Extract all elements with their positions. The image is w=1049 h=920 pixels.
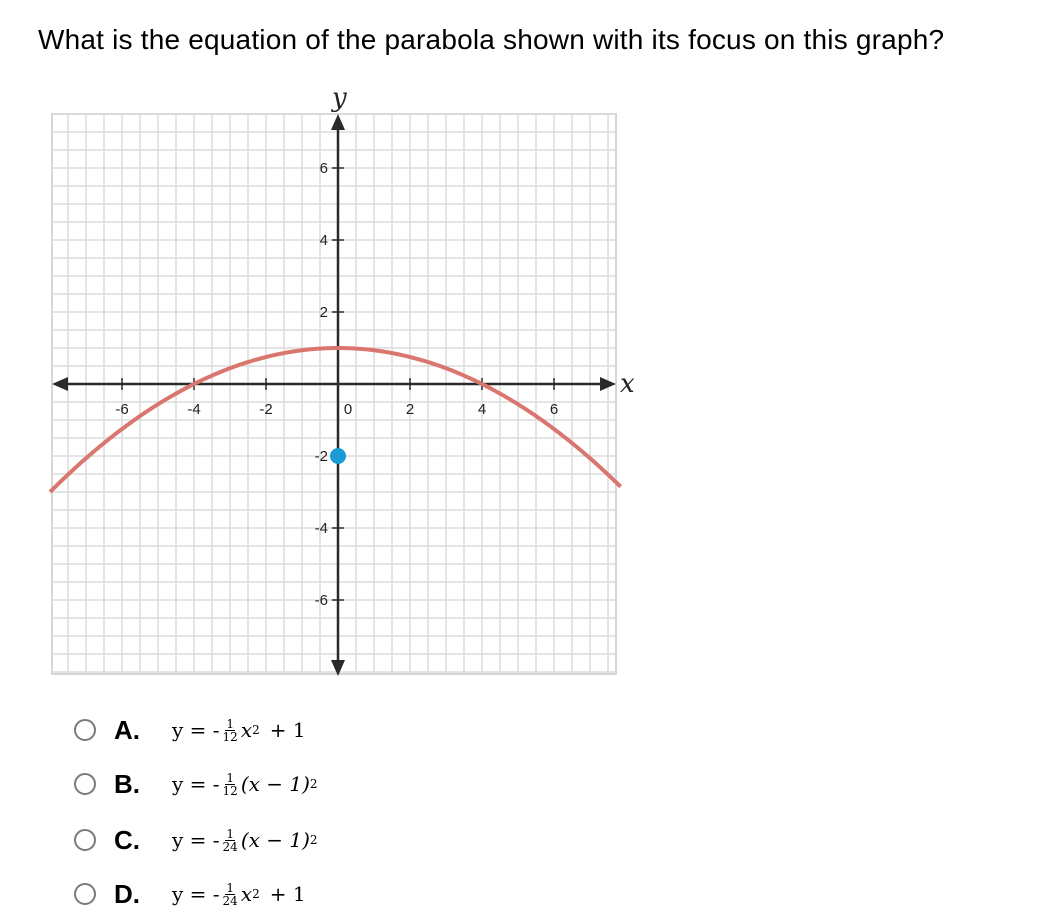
x-tick-label: -2 bbox=[259, 401, 273, 418]
choice-d[interactable] bbox=[74, 872, 494, 916]
choice-c-equation bbox=[172, 828, 328, 853]
choice-d-numerator: 1 bbox=[226, 880, 234, 895]
choice-c-prefix: y = - bbox=[172, 828, 220, 852]
choice-d-fraction bbox=[222, 882, 239, 907]
choice-b[interactable] bbox=[74, 762, 494, 806]
x-tick-label: -4 bbox=[187, 401, 201, 418]
x-tick-label: 6 bbox=[549, 401, 559, 418]
y-tick-label: -2 bbox=[314, 448, 328, 465]
x-tick-label: 2 bbox=[405, 401, 415, 418]
choice-b-denominator: 12 bbox=[222, 783, 238, 798]
y-tick-label: 6 bbox=[319, 160, 328, 177]
choice-a-denominator: 12 bbox=[222, 729, 238, 744]
choice-a-fraction bbox=[222, 718, 239, 743]
x-axis-arrow-left bbox=[52, 377, 68, 391]
choice-d-suffix: + 1 bbox=[269, 882, 306, 906]
x-tick-label: 4 bbox=[477, 401, 487, 418]
choice-a-letter: A. bbox=[114, 714, 140, 745]
choice-b-exponent: 2 bbox=[309, 777, 318, 791]
radio-c[interactable] bbox=[74, 829, 96, 851]
y-tick-label: -6 bbox=[314, 592, 328, 609]
choice-b-body: (x − 1) bbox=[240, 772, 310, 796]
choice-c-body: (x − 1) bbox=[240, 828, 310, 852]
grid-border bbox=[52, 114, 616, 674]
choice-a-prefix: y = - bbox=[172, 718, 220, 742]
radio-a[interactable] bbox=[74, 719, 96, 741]
choice-d-exponent: 2 bbox=[252, 887, 260, 901]
choice-a-suffix: + 1 bbox=[269, 718, 306, 742]
x-tick-label: -6 bbox=[115, 401, 129, 418]
choice-b-numerator: 1 bbox=[226, 770, 234, 785]
choice-c[interactable] bbox=[74, 818, 494, 862]
y-tick-label: 4 bbox=[319, 232, 328, 249]
choice-d-denominator: 24 bbox=[222, 893, 238, 908]
choice-a-equation bbox=[172, 718, 306, 743]
choice-c-fraction bbox=[222, 828, 239, 853]
choice-d-prefix: y = - bbox=[172, 882, 220, 906]
choice-b-equation bbox=[172, 772, 328, 797]
radio-b[interactable] bbox=[74, 773, 96, 795]
x-axis-label: x bbox=[620, 369, 635, 399]
choice-d-body: x bbox=[240, 882, 253, 906]
choice-a-body: x bbox=[240, 718, 253, 742]
radio-d[interactable] bbox=[74, 883, 96, 905]
choice-c-numerator: 1 bbox=[226, 826, 234, 841]
choice-c-denominator: 24 bbox=[222, 839, 238, 854]
choice-d-letter: D. bbox=[114, 878, 140, 909]
choice-a-numerator: 1 bbox=[226, 716, 234, 731]
question-text: What is the equation of the parabola shown with its focus on this graph? bbox=[38, 24, 945, 55]
focus-point bbox=[330, 448, 346, 464]
choice-a[interactable] bbox=[74, 708, 494, 752]
choice-b-prefix: y = - bbox=[172, 772, 220, 796]
choice-c-letter: C. bbox=[114, 824, 140, 855]
x-tick-label: 0 bbox=[343, 401, 353, 418]
y-axis-arrow-up bbox=[331, 114, 345, 130]
y-axis-label: y bbox=[332, 83, 347, 113]
choice-b-letter: B. bbox=[114, 768, 140, 799]
choice-c-exponent: 2 bbox=[309, 833, 318, 847]
choice-a-exponent: 2 bbox=[252, 723, 260, 737]
y-tick-label: 2 bbox=[319, 304, 328, 321]
y-tick-label: -4 bbox=[314, 520, 328, 537]
choice-d-equation bbox=[172, 882, 306, 907]
choice-b-fraction bbox=[222, 772, 239, 797]
grid-lines bbox=[52, 114, 616, 674]
